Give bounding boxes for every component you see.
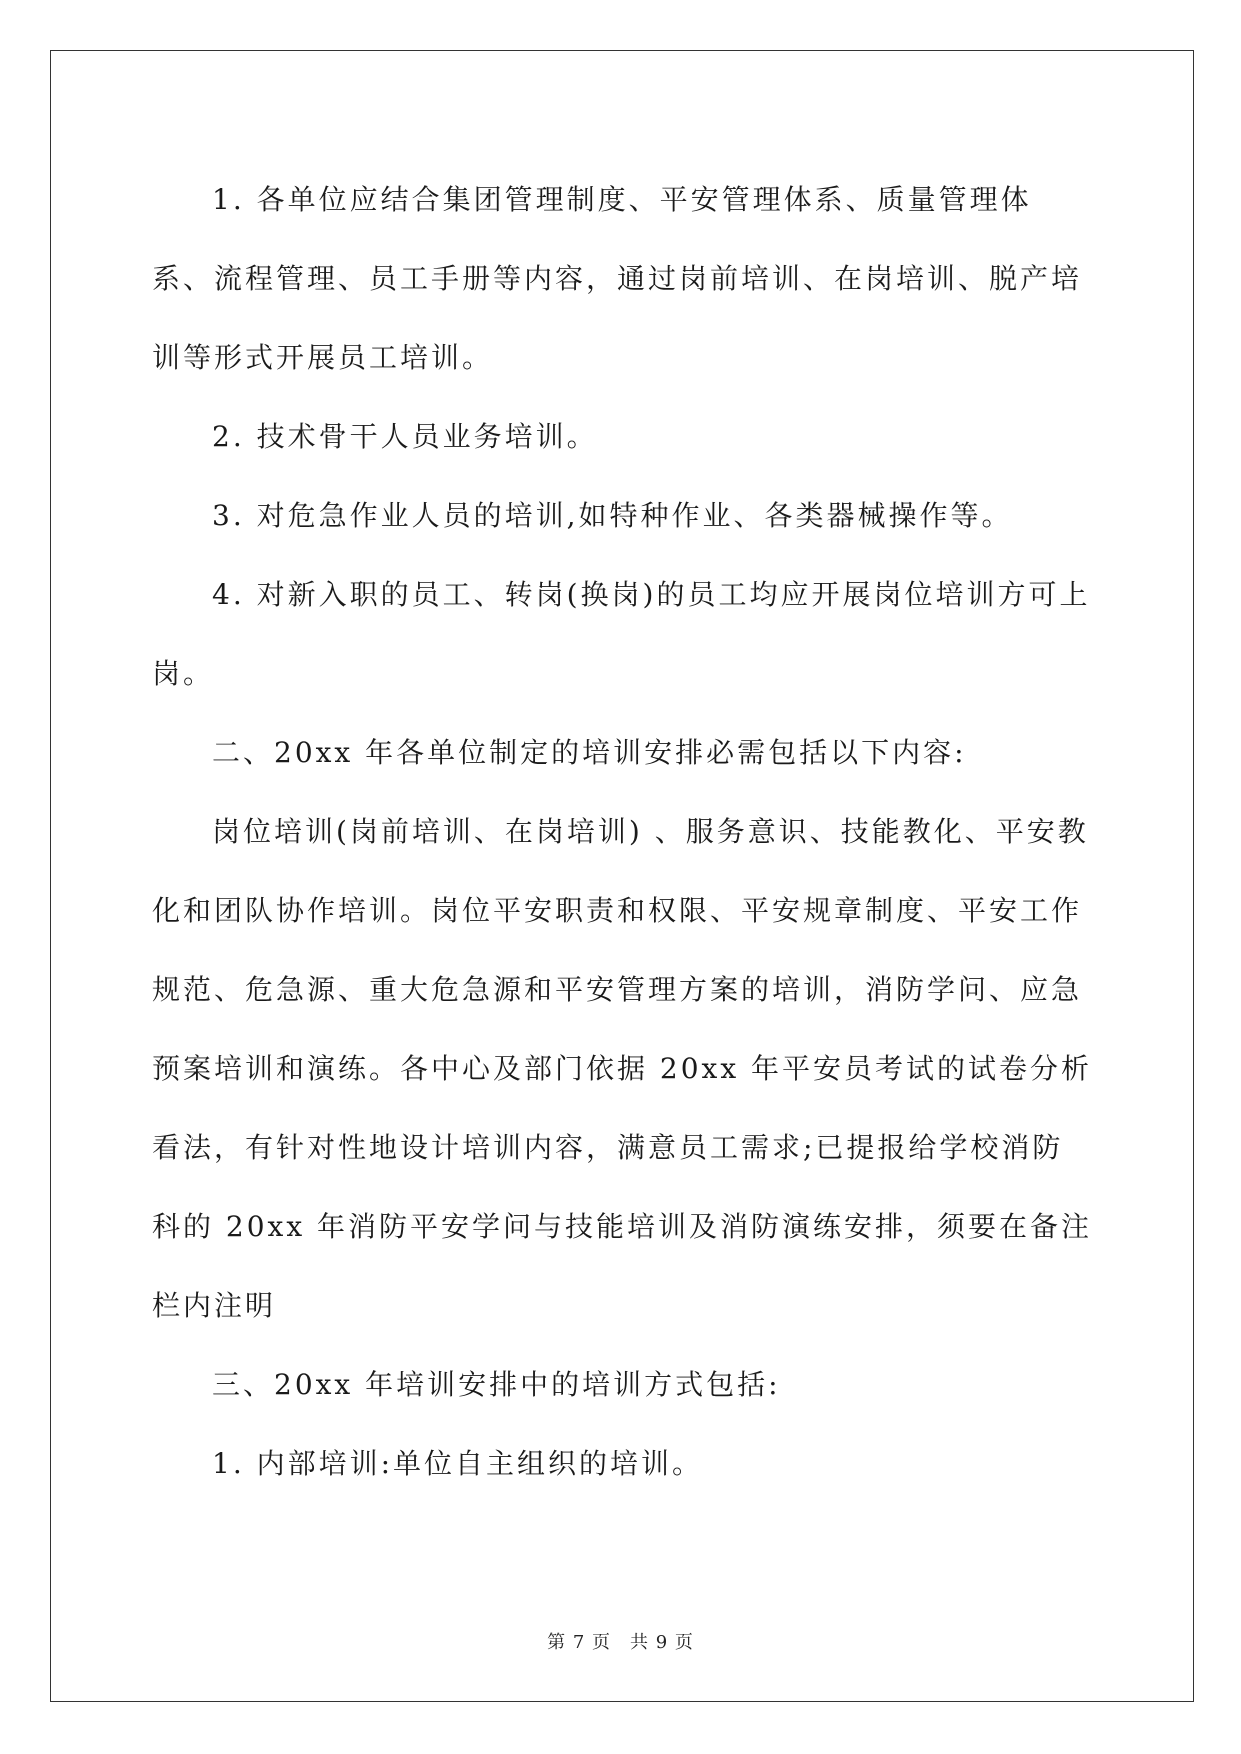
- paragraph-1: 1. 各单位应结合集团管理制度、平安管理体系、质量管理体系、流程管理、员工手册等内容，通过岗前培训、在岗培训、脱产培训等形式开展员工培训。: [152, 183, 1083, 374]
- section-heading-3: 三、20xx 年培训安排中的培训方式包括:: [212, 1368, 781, 1401]
- paragraph-2: 2. 技术骨干人员业务培训。: [212, 420, 598, 453]
- paragraph-3: 3. 对危急作业人员的培训,如特种作业、各类器械操作等。: [212, 499, 1013, 532]
- paragraph-6: 1. 内部培训:单位自主组织的培训。: [212, 1447, 704, 1480]
- paragraph-5: 岗位培训(岗前培训、在岗培训) 、服务意识、技能教化、平安教化和团队协作培训。岗位平安职责和权限、平安规章制度、平安工作规范、危急源、重大危急源和平安管理方案的培训，消防学问、应急预案培训和演练。各中心及部门依据 20xx 年平安员考试的试卷分析看法，有针对性地设计培训内容，满意员工需求;已提报给学校消防科的 20xx 年消防平安学问与技能培训及消防演练安排，须要在备注栏内注明: [152, 815, 1093, 1322]
- document-body: [152, 160, 1092, 1503]
- paragraph-4: 4. 对新入职的员工、转岗(换岗)的员工均应开展岗位培训方可上岗。: [152, 578, 1091, 690]
- page-number-footer: 第 7 页 共 9 页: [547, 1632, 694, 1653]
- section-heading-2: 二、20xx 年各单位制定的培训安排必需包括以下内容:: [212, 736, 967, 769]
